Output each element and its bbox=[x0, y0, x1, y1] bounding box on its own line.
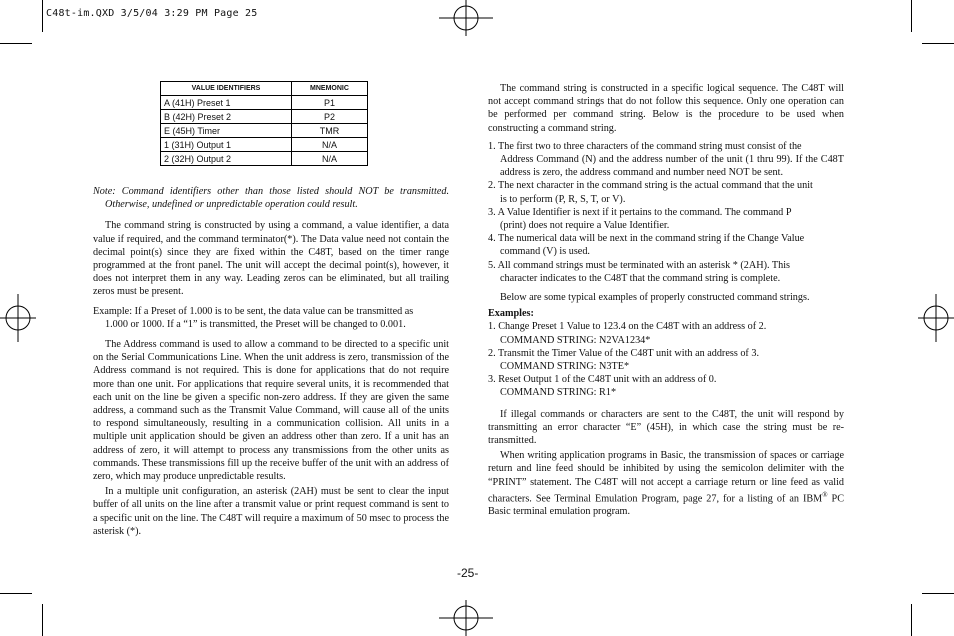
column-header: MNEMONIC bbox=[292, 82, 368, 96]
crop-mark bbox=[42, 0, 43, 32]
command-string: COMMAND STRING: R1* bbox=[500, 387, 617, 399]
table-row bbox=[161, 96, 368, 110]
list-item-line: 1. The first two to three characters of the command string must consist of the bbox=[488, 140, 802, 152]
list-item bbox=[488, 259, 844, 285]
registration-mark-icon bbox=[436, 600, 496, 636]
page-number: -25- bbox=[457, 566, 479, 580]
list-item bbox=[488, 140, 844, 180]
body-paragraph: The command string is constructed in a specific logical sequence. The C48T will not accept command strings that do not follow this sequence. Only one operation can be performed per command string. Below is the procedure to be used when constructing a command string. bbox=[488, 83, 844, 134]
table-row bbox=[161, 138, 368, 152]
example-line: Example: If a Preset of 1.000 is to be sent, the data value can be transmitted as bbox=[93, 305, 414, 317]
crop-mark bbox=[0, 43, 32, 44]
list-item bbox=[488, 232, 844, 258]
table-cell: E (45H) Timer bbox=[161, 124, 292, 138]
list-item-line: (print) does not require a Value Identifier. bbox=[500, 220, 670, 232]
table-cell: N/A bbox=[292, 138, 368, 152]
body-paragraph: If illegal commands or characters are sent to the C48T, the unit will respond by transmitting an error character “E” (45H), in which case the string must be re-transmitted. bbox=[488, 408, 844, 447]
list-item-line: Address Command (N) and the address number of the unit (1 thru 99). If the C48T address is zero, the address command and number need NOT be sent. bbox=[500, 154, 844, 179]
registration-mark-icon bbox=[436, 0, 496, 36]
list-item-line: is to perform (P, R, S, T, or V). bbox=[500, 193, 626, 205]
procedure-list bbox=[488, 140, 844, 285]
list-item bbox=[488, 179, 844, 205]
examples-list bbox=[488, 320, 844, 399]
table-row bbox=[161, 152, 368, 166]
column-header: VALUE IDENTIFIERS bbox=[161, 82, 292, 96]
right-column bbox=[488, 82, 844, 519]
list-item bbox=[488, 347, 844, 373]
crop-mark bbox=[911, 604, 912, 636]
list-item bbox=[488, 320, 844, 346]
list-item-line: 2. The next character in the command string is the actual command that the unit bbox=[488, 180, 813, 192]
crop-mark bbox=[922, 593, 954, 594]
table-cell: P2 bbox=[292, 110, 368, 124]
registered-mark: ® bbox=[822, 490, 828, 499]
table-cell: B (42H) Preset 2 bbox=[161, 110, 292, 124]
note-paragraph: Note: Command identifiers other than those listed should NOT be transmitted. Otherwise, undefined or unpredictable operation could result. bbox=[93, 186, 449, 211]
table-header-row bbox=[161, 82, 368, 96]
left-column bbox=[93, 185, 449, 538]
list-item-line: 3. Reset Output 1 of the C48T unit with an address of 0. bbox=[488, 374, 717, 386]
crop-mark bbox=[0, 593, 32, 594]
list-item bbox=[488, 206, 844, 232]
examples-heading: Examples: bbox=[488, 308, 534, 320]
list-item-line: 5. All command strings must be terminated with an asterisk * (2AH). This bbox=[488, 259, 790, 271]
command-string: COMMAND STRING: N2VA1234* bbox=[500, 334, 651, 346]
body-paragraph: When writing application programs in Basic, the transmission of spaces or carriage return and line feed should be inhibited by using the semicolon delimiter with the “PRINT” statement. The C48T will not accept a carriage return or line feed as valid characters. See Terminal Emulation Program, page 27, for a listing of an IBM® PC Basic terminal emulation program. bbox=[488, 450, 844, 518]
table-cell: 2 (32H) Output 2 bbox=[161, 152, 292, 166]
crop-mark bbox=[42, 604, 43, 636]
file-slug: C48t-im.QXD 3/5/04 3:29 PM Page 25 bbox=[46, 8, 258, 19]
example-line: 1.000 or 1000. If a “1” is transmitted, the Preset will be changed to 0.001. bbox=[105, 318, 406, 330]
list-item-line: 4. The numerical data will be next in the command string if the Change Value bbox=[488, 233, 805, 245]
list-item-line: 1. Change Preset 1 Value to 123.4 on the C48T with an address of 2. bbox=[488, 321, 767, 333]
table-cell: TMR bbox=[292, 124, 368, 138]
list-item-line: character indicates to the C48T that the command string is complete. bbox=[500, 272, 781, 284]
table-row bbox=[161, 110, 368, 124]
crop-mark bbox=[922, 43, 954, 44]
body-paragraph: The Address command is used to allow a command to be directed to a specific unit on the Serial Communications Line. When the unit address is zero, transmission of the Address command is not required. This is done for applications that do not require more than one unit. For applications that require several units, it is recommended that each unit on the line be given a specific non-zero address. If they are given the same address, a command such as the Transmit Value Command, will cause all of the units to respond simultaneously, resulting in a communication collision. All units in a multiple unit application should be given an address other than zero. If a unit has an address of zero, it will attempt to process any transmissions from the other units as commands. These transmissions fill up the receive buffer of the unit with an address of zero, which may produce unpredictable results. bbox=[93, 339, 449, 483]
value-identifiers-table bbox=[160, 81, 368, 166]
table-cell: 1 (31H) Output 1 bbox=[161, 138, 292, 152]
body-paragraph: The command string is constructed by using a command, a value identifier, a data value if required, and the command terminator(*). The Data value need not contain the decimal point(s) since they are fixed within the C48T, based on the timer range programmed at the front panel. The unit will accept the decimal point(s), however, it does not interpret them in any way. Leading zeros can be eliminated, but all trailing zeros must be present. bbox=[93, 220, 449, 298]
registration-mark-icon bbox=[918, 290, 954, 346]
table-cell: A (41H) Preset 1 bbox=[161, 96, 292, 110]
example-paragraph bbox=[93, 305, 449, 331]
command-string: COMMAND STRING: N3TE* bbox=[500, 361, 630, 373]
table-row bbox=[161, 124, 368, 138]
list-item-line: 3. A Value Identifier is next if it pertains to the command. The command P bbox=[488, 206, 792, 218]
list-item-line: 2. Transmit the Timer Value of the C48T unit with an address of 3. bbox=[488, 347, 760, 359]
list-item bbox=[488, 373, 844, 399]
table-cell: N/A bbox=[292, 152, 368, 166]
body-paragraph: Below are some typical examples of properly constructed command strings. bbox=[500, 292, 810, 304]
crop-mark bbox=[911, 0, 912, 32]
table-cell: P1 bbox=[292, 96, 368, 110]
registration-mark-icon bbox=[0, 290, 36, 346]
list-item-line: command (V) is used. bbox=[500, 246, 590, 258]
body-paragraph: In a multiple unit configuration, an asterisk (2AH) must be sent to clear the input buffer of all units on the line after a transmit value or print request command is sent to a specific unit on the line. The C48T will require a maximum of 50 msec to process the asterisk (*). bbox=[93, 486, 449, 537]
